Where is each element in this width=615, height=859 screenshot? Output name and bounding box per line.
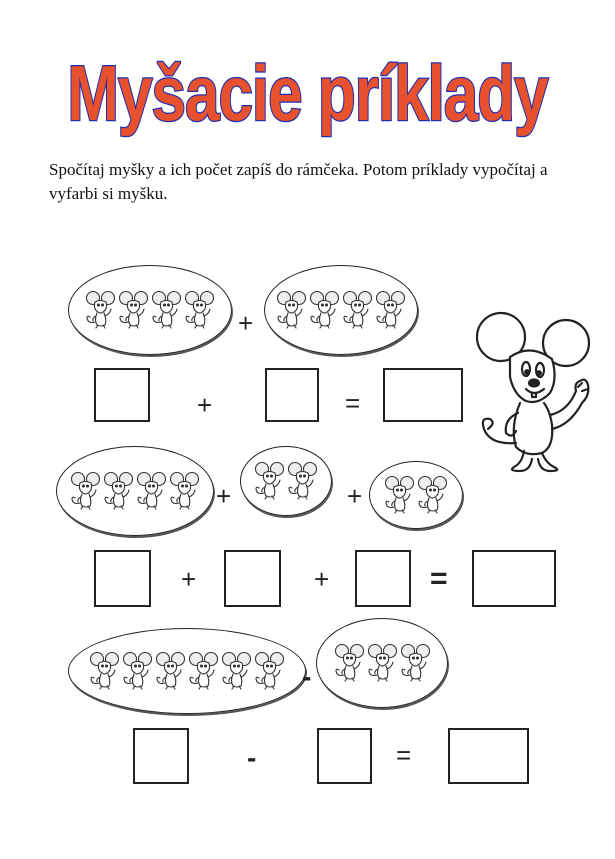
- mouse-group-oval: [316, 618, 448, 708]
- operator-plus: +: [181, 564, 197, 594]
- result-box[interactable]: [448, 728, 529, 784]
- operator-plus: +: [238, 308, 254, 338]
- mouse-icon: [308, 290, 341, 330]
- mouse-group: [275, 290, 407, 330]
- mouse-group: [88, 651, 286, 691]
- mouse-group: [383, 475, 449, 515]
- mouse-group: [333, 643, 432, 683]
- mouse-icon: [416, 475, 449, 515]
- mouse-icon: [253, 651, 286, 691]
- mouse-icon: [168, 471, 201, 511]
- mouse-group: [84, 290, 216, 330]
- operator-plus: +: [216, 481, 232, 511]
- mouse-group-oval: [369, 461, 463, 529]
- mouse-icon: [69, 471, 102, 511]
- result-box[interactable]: [383, 368, 463, 422]
- mouse-group-oval: [68, 265, 232, 355]
- mouse-group-oval: [264, 265, 418, 355]
- mouse-icon: [183, 290, 216, 330]
- mouse-icon: [374, 290, 407, 330]
- operator-equals: =: [396, 740, 412, 770]
- answer-box[interactable]: [265, 368, 319, 422]
- operator-equals: =: [345, 388, 361, 418]
- mouse-icon: [102, 471, 135, 511]
- mouse-icon: [286, 461, 319, 501]
- mouse-icon: [121, 651, 154, 691]
- answer-box[interactable]: [133, 728, 189, 784]
- mouse-icon: [253, 461, 286, 501]
- answer-box[interactable]: [355, 550, 411, 607]
- mouse-icon: [220, 651, 253, 691]
- operator-plus: +: [314, 564, 330, 594]
- answer-box[interactable]: [94, 550, 151, 607]
- operator-equals: =: [430, 562, 448, 595]
- operator-plus: +: [197, 390, 213, 420]
- mouse-group-oval: [56, 446, 214, 536]
- mouse-icon: [187, 651, 220, 691]
- mouse-icon: [150, 290, 183, 330]
- instructions-text: Spočítaj myšky a ich počet zapíš do rámčeka. Potom príklady vypočítaj a vyfarbi si myšku.: [49, 160, 548, 203]
- mouse-group-oval: [68, 628, 306, 714]
- operator-plus: +: [347, 481, 363, 511]
- mouse-icon: [341, 290, 374, 330]
- mouse-icon: [84, 290, 117, 330]
- answer-box[interactable]: [224, 550, 281, 607]
- operator-minus: -: [247, 742, 257, 773]
- mouse-icon: [154, 651, 187, 691]
- mouse-icon: [117, 290, 150, 330]
- mouse-icon: [366, 643, 399, 683]
- worksheet-title: Myšacie príklady: [67, 51, 548, 138]
- mouse-icon: [399, 643, 432, 683]
- result-box[interactable]: [472, 550, 556, 607]
- answer-box[interactable]: [317, 728, 372, 784]
- mouse-group: [253, 461, 319, 501]
- waving-mouse-icon: [470, 307, 596, 475]
- mouse-icon: [135, 471, 168, 511]
- mouse-group: [69, 471, 201, 511]
- mouse-icon: [383, 475, 416, 515]
- answer-box[interactable]: [94, 368, 150, 422]
- mouse-group-oval: [240, 446, 332, 516]
- mouse-icon: [333, 643, 366, 683]
- mouse-icon: [88, 651, 121, 691]
- mouse-icon: [275, 290, 308, 330]
- operator-minus: -: [302, 661, 312, 692]
